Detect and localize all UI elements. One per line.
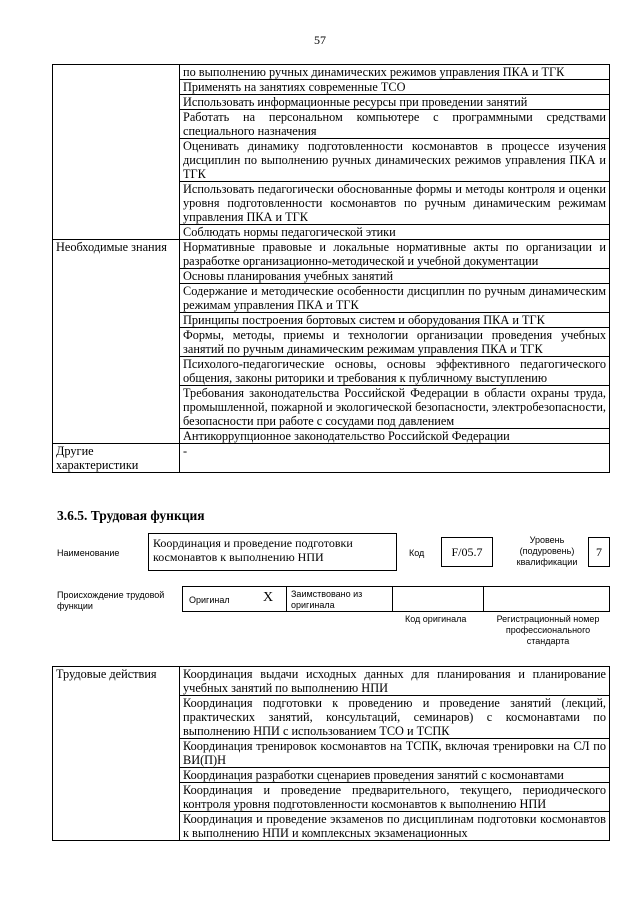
knowledge-item: Формы, методы, приемы и технологии организации проведения учебных занятий по ручным динамическим режимам управления ПКА и ТГК: [180, 328, 610, 357]
level-box: [588, 537, 610, 567]
skill-item: Оценивать динамику подготовленности космонавтов в процессе изучения дисциплин по выполнению ручных динамических режимов управления ПКА и ТГК: [180, 139, 610, 182]
origin-box: [182, 586, 610, 612]
knowledge-item: Психолого-педагогические основы, основы эффективного педагогического общения, законы риторики и требования к публичному выступлению: [180, 357, 610, 386]
name-label: Наименование: [57, 548, 120, 558]
skill-item: Работать на персональном компьютере с программными средствами специального назначения: [180, 110, 610, 139]
row-label: [53, 65, 180, 240]
table-row: [53, 65, 610, 80]
table-row: [53, 444, 610, 473]
action-item: Координация разработки сценариев проведения занятий с космонавтами: [180, 768, 610, 783]
level-label: Уровень (подуровень) квалификации: [516, 535, 578, 567]
table-row: [53, 667, 610, 696]
knowledge-item: Антикоррупционное законодательство Российской Федерации: [180, 429, 610, 444]
action-item: Координация выдачи исходных данных для планирования и планирование учебных занятий по выполнению НПИ: [180, 667, 610, 696]
row-label-labour-actions: Трудовые действия: [53, 667, 180, 841]
code-original-caption: Код оригинала: [405, 614, 467, 624]
knowledge-item: Требования законодательства Российской Федерации в области охраны труда, промышленной, пожарной и экологической безопасности, электробезопасности, безопасности при работе с сосудами под давлением: [180, 386, 610, 429]
row-label-required-knowledge: Необходимые знания: [53, 240, 180, 444]
knowledge-item: Основы планирования учебных занятий: [180, 269, 610, 284]
knowledge-item: Содержание и методические особенности дисциплин по ручным динамическим режимам управления ПКА и ТГК: [180, 284, 610, 313]
row-label-other-characteristics: Другие характеристики: [53, 444, 180, 473]
skill-item: Использовать педагогически обоснованные формы и методы контроля и оценки уровня подготовленности космонавтов по ручным динамическим режимам управления ПКА и ТГК: [180, 182, 610, 225]
table-row: [53, 240, 610, 269]
skill-item: Соблюдать нормы педагогической этики: [180, 225, 610, 240]
reg-number-caption: Регистрационный номер профессионального стандарта: [496, 614, 600, 646]
knowledge-item: Принципы построения бортовых систем и оборудования ПКА и ТГК: [180, 313, 610, 328]
action-item: Координация и проведение экзаменов по дисциплинам подготовки космонавтов к выполнению НПИ и комплексных экзаменационных: [180, 812, 610, 841]
borrowed-label: Заимствовано из оригинала: [291, 589, 363, 610]
knowledge-item: Нормативные правовые и локальные нормативные акты по организации и разработке организационно-методической и учебной документации: [180, 240, 610, 269]
skills-knowledge-table: [52, 64, 610, 473]
function-name: Координация и проведение подготовки космонавтов к выполнению НПИ: [153, 536, 353, 564]
function-code: F/05.7: [451, 545, 483, 559]
other-item: -: [180, 444, 610, 473]
action-item: Координация тренировок космонавтов на ТСПК, включая тренировки на СЛ по ВИ(П)Н: [180, 739, 610, 768]
original-label: Оригинал: [189, 595, 230, 605]
action-item: Координация подготовки к проведению и проведение занятий (лекций, практических занятий, консультаций, семинаров) с космонавтами по выполнению НПИ с использованием ТСО и ТСПК: [180, 696, 610, 739]
function-name-box: [148, 533, 397, 571]
page-number: 57: [314, 33, 326, 47]
code-label: Код: [409, 548, 425, 558]
function-code-box: [441, 537, 493, 567]
original-mark: X: [263, 590, 274, 605]
level-value: 7: [596, 545, 602, 559]
action-item: Координация и проведение предварительного, текущего, периодического контроля уровня подготовленности космонавтов к выполнению НПИ: [180, 783, 610, 812]
origin-label: Происхождение трудовой функции: [57, 590, 165, 611]
skill-item: Применять на занятиях современные ТСО: [180, 80, 610, 95]
labour-actions-table: [52, 666, 610, 841]
skill-item: по выполнению ручных динамических режимов управления ПКА и ТГК: [180, 65, 610, 80]
skill-item: Использовать информационные ресурсы при проведении занятий: [180, 95, 610, 110]
section-title: 3.6.5. Трудовая функция: [57, 508, 205, 523]
